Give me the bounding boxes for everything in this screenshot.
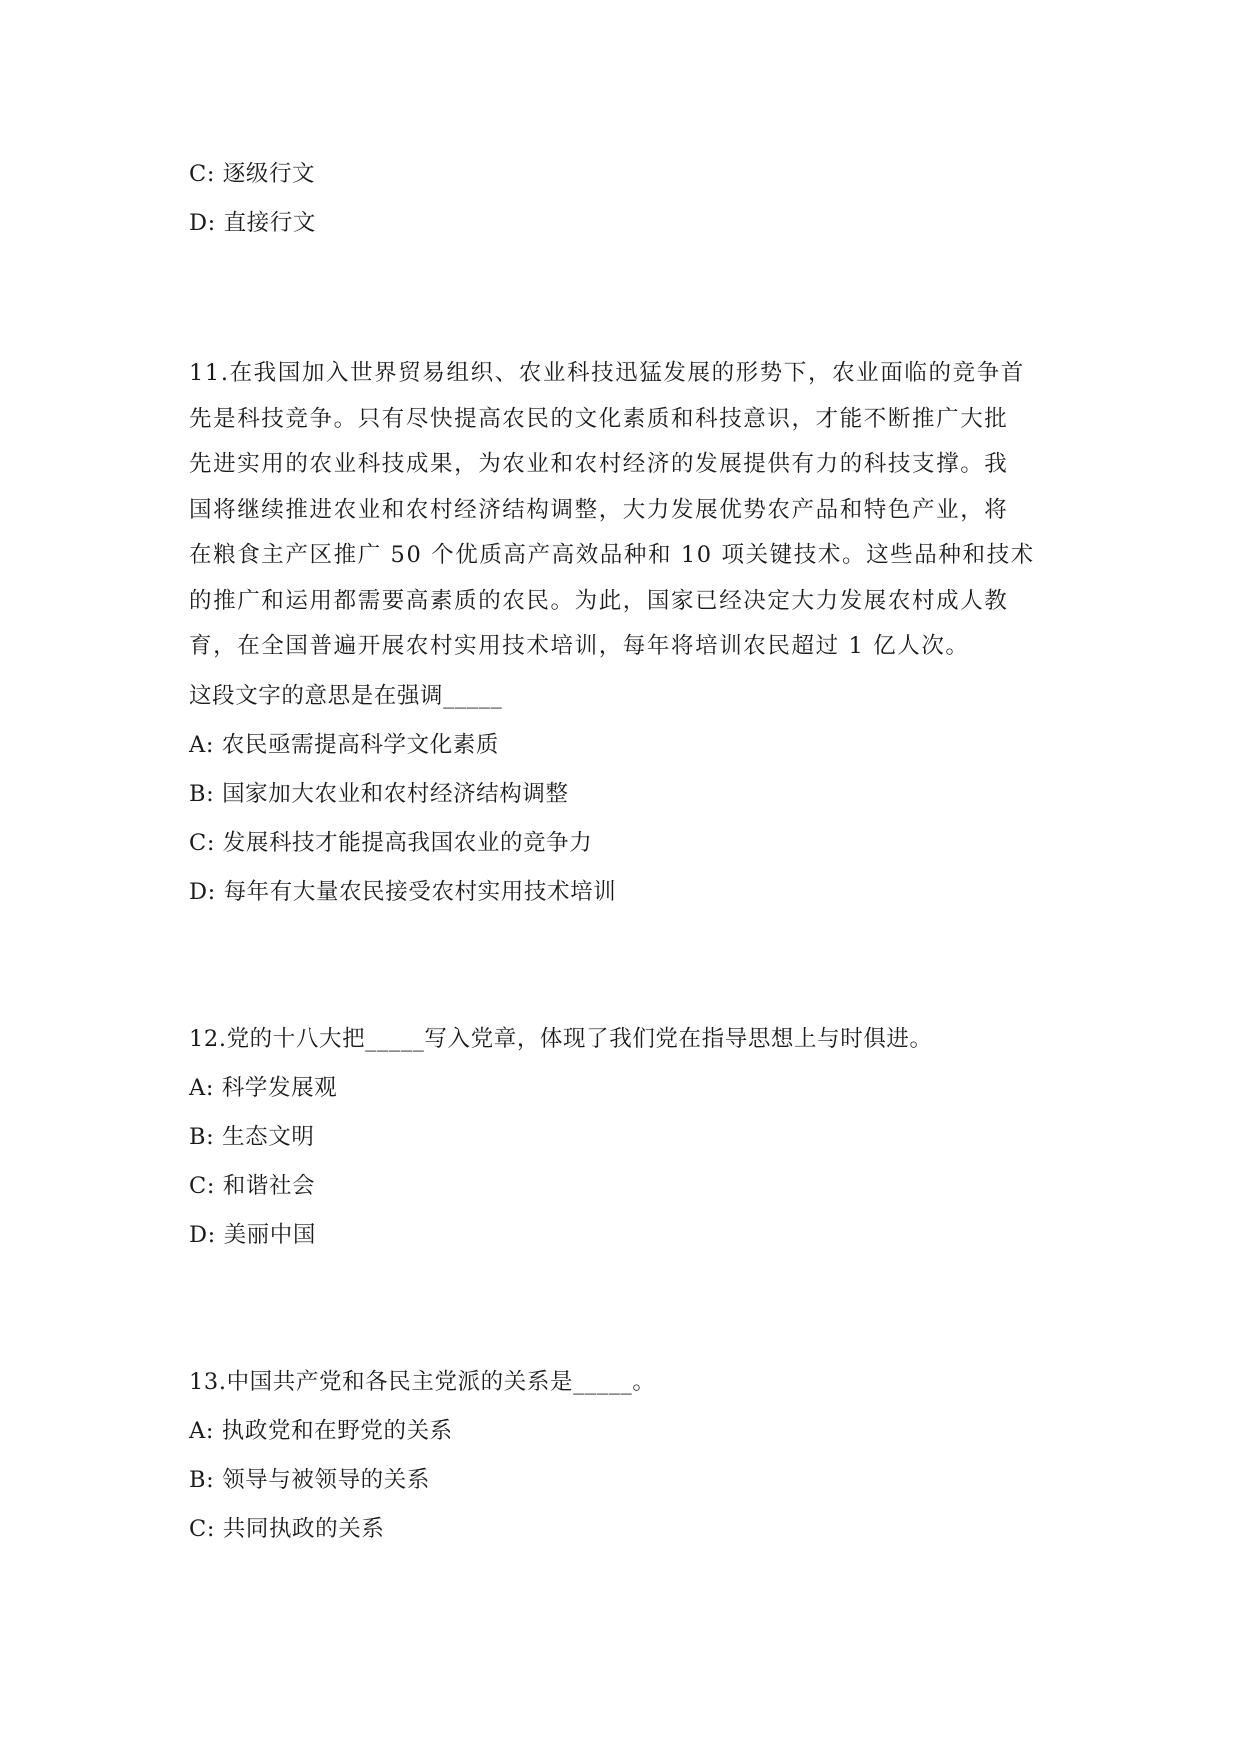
question-12-option-d: D: 美丽中国 (189, 1222, 316, 1248)
question-11-prompt: 这段文字的意思是在强调_____ (189, 683, 503, 709)
question-11-stem-line: 在粮食主产区推广 50 个优质高产高效品种和 10 项关键技术。这些品种和技术 (189, 542, 1035, 568)
question-11-stem-line: 11.在我国加入世界贸易组织、农业科技迅猛发展的形势下，农业面临的竞争首 (189, 360, 1025, 386)
question-12-stem: 12.党的十八大把_____写入党章，体现了我们党在指导思想上与时俱进。 (189, 1026, 933, 1052)
question-11-option-c: C: 发展科技才能提高我国农业的竞争力 (189, 830, 593, 856)
question-11-option-b: B: 国家加大农业和农村经济结构调整 (189, 781, 569, 807)
question-12-option-b: B: 生态文明 (189, 1124, 315, 1150)
question-12-option-c: C: 和谐社会 (189, 1173, 316, 1199)
question-11-stem-line: 育，在全国普遍开展农村实用技术培训，每年将培训农民超过 1 亿人次。 (189, 633, 970, 659)
previous-question-option-c: C: 逐级行文 (189, 161, 316, 187)
question-11-stem-line: 的推广和运用都需要高素质的农民。为此，国家已经决定大力发展农村成人教 (189, 588, 1009, 614)
question-13-stem: 13.中国共产党和各民主党派的关系是_____。 (189, 1369, 656, 1395)
question-13-option-c: C: 共同执政的关系 (189, 1516, 385, 1542)
question-13-option-a: A: 执政党和在野党的关系 (189, 1418, 453, 1444)
question-11-option-d: D: 每年有大量农民接受农村实用技术培训 (189, 879, 617, 905)
question-12-option-a: A: 科学发展观 (189, 1075, 338, 1101)
previous-question-option-d: D: 直接行文 (189, 210, 316, 236)
question-13-option-b: B: 领导与被领导的关系 (189, 1467, 430, 1493)
question-11-stem-line: 先进实用的农业科技成果，为农业和农村经济的发展提供有力的科技支撑。我 (189, 451, 1009, 477)
question-11-stem-line: 国将继续推进农业和农村经济结构调整，大力发展优势农产品和特色产业，将 (189, 497, 1009, 523)
question-11-stem-line: 先是科技竞争。只有尽快提高农民的文化素质和科技意识，才能不断推广大批 (189, 406, 1009, 432)
question-11-option-a: A: 农民亟需提高科学文化素质 (189, 732, 499, 758)
